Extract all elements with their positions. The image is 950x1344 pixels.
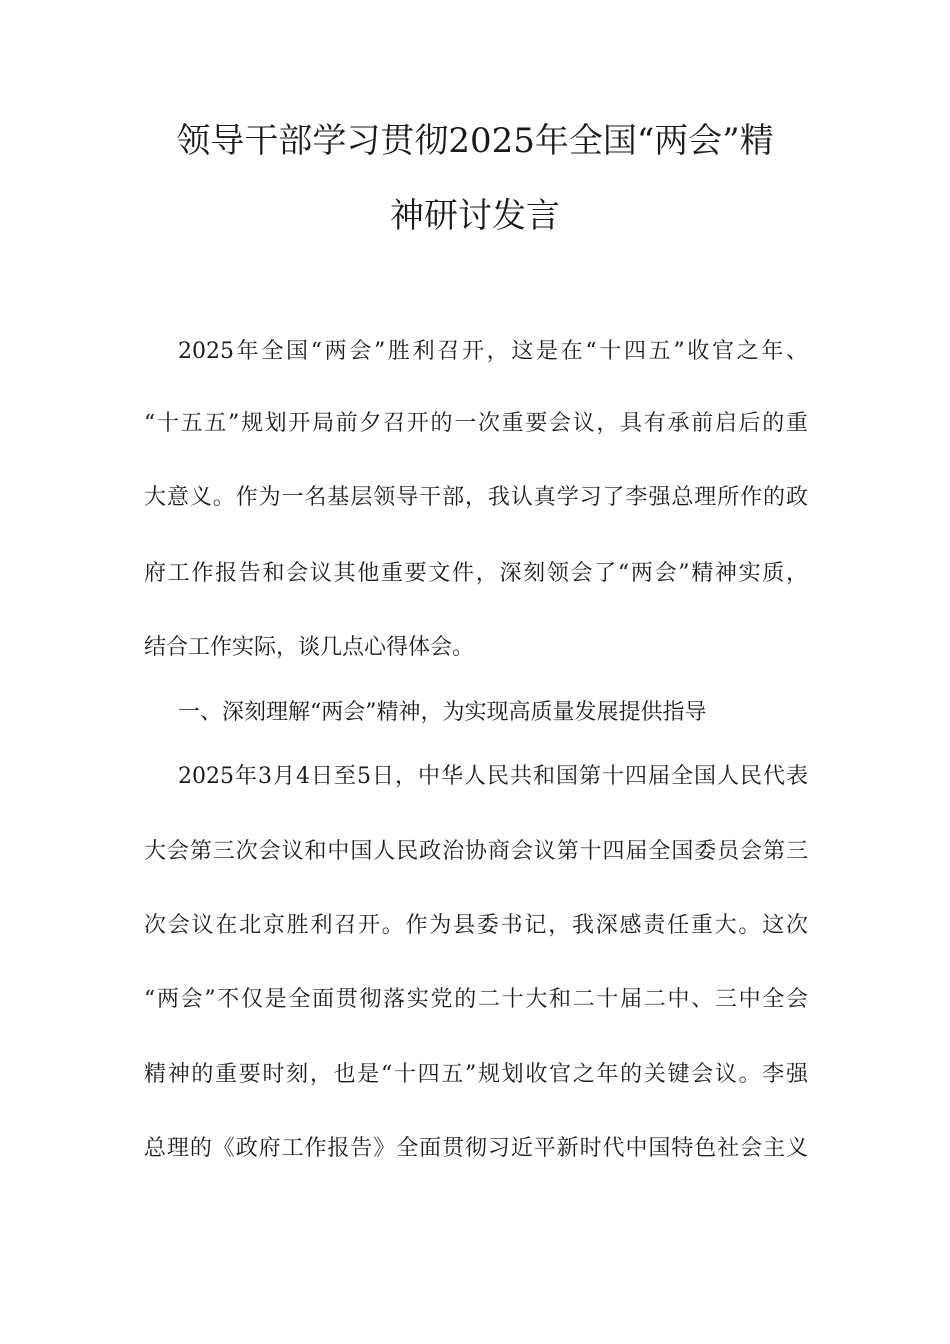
paragraph-2-line-4: “两会”不仅是全面贯彻落实党的二十大和二十届二中、三中全会 — [144, 987, 808, 1012]
paragraph-1-line-4: 府工作报告和会议其他重要文件，深刻领会了“两会”精神实质， — [144, 561, 808, 586]
paragraph-2-line-2: 大会第三次会议和中国人民政治协商会议第十四届全国委员会第三 — [144, 839, 808, 864]
paragraph-1-line-1: 2025年全国“两会”胜利召开，这是在“十四五”收官之年、 — [178, 339, 808, 364]
paragraph-2-line-5: 精神的重要时刻，也是“十四五”规划收官之年的关键会议。李强 — [144, 1062, 808, 1087]
document-title-line-2: 神研讨发言 — [390, 196, 560, 236]
section-1-heading: 一、深刻理解“两会”精神，为实现高质量发展提供指导 — [178, 700, 707, 725]
paragraph-2-line-1: 2025年3月4日至5日，中华人民共和国第十四届全国人民代表 — [178, 764, 808, 789]
paragraph-1-line-3: 大意义。作为一名基层领导干部，我认真学习了李强总理所作的政 — [144, 485, 808, 510]
paragraph-1-line-2: “十五五”规划开局前夕召开的一次重要会议，具有承前启后的重 — [144, 411, 808, 436]
document-title-line-1: 领导干部学习贯彻2025年全国“两会”精 — [176, 121, 774, 161]
paragraph-1-line-5: 结合工作实际，谈几点心得体会。 — [144, 635, 475, 660]
paragraph-2-line-3: 次会议在北京胜利召开。作为县委书记，我深感责任重大。这次 — [144, 913, 808, 938]
paragraph-2-line-6: 总理的《政府工作报告》全面贯彻习近平新时代中国特色社会主义 — [144, 1136, 808, 1161]
